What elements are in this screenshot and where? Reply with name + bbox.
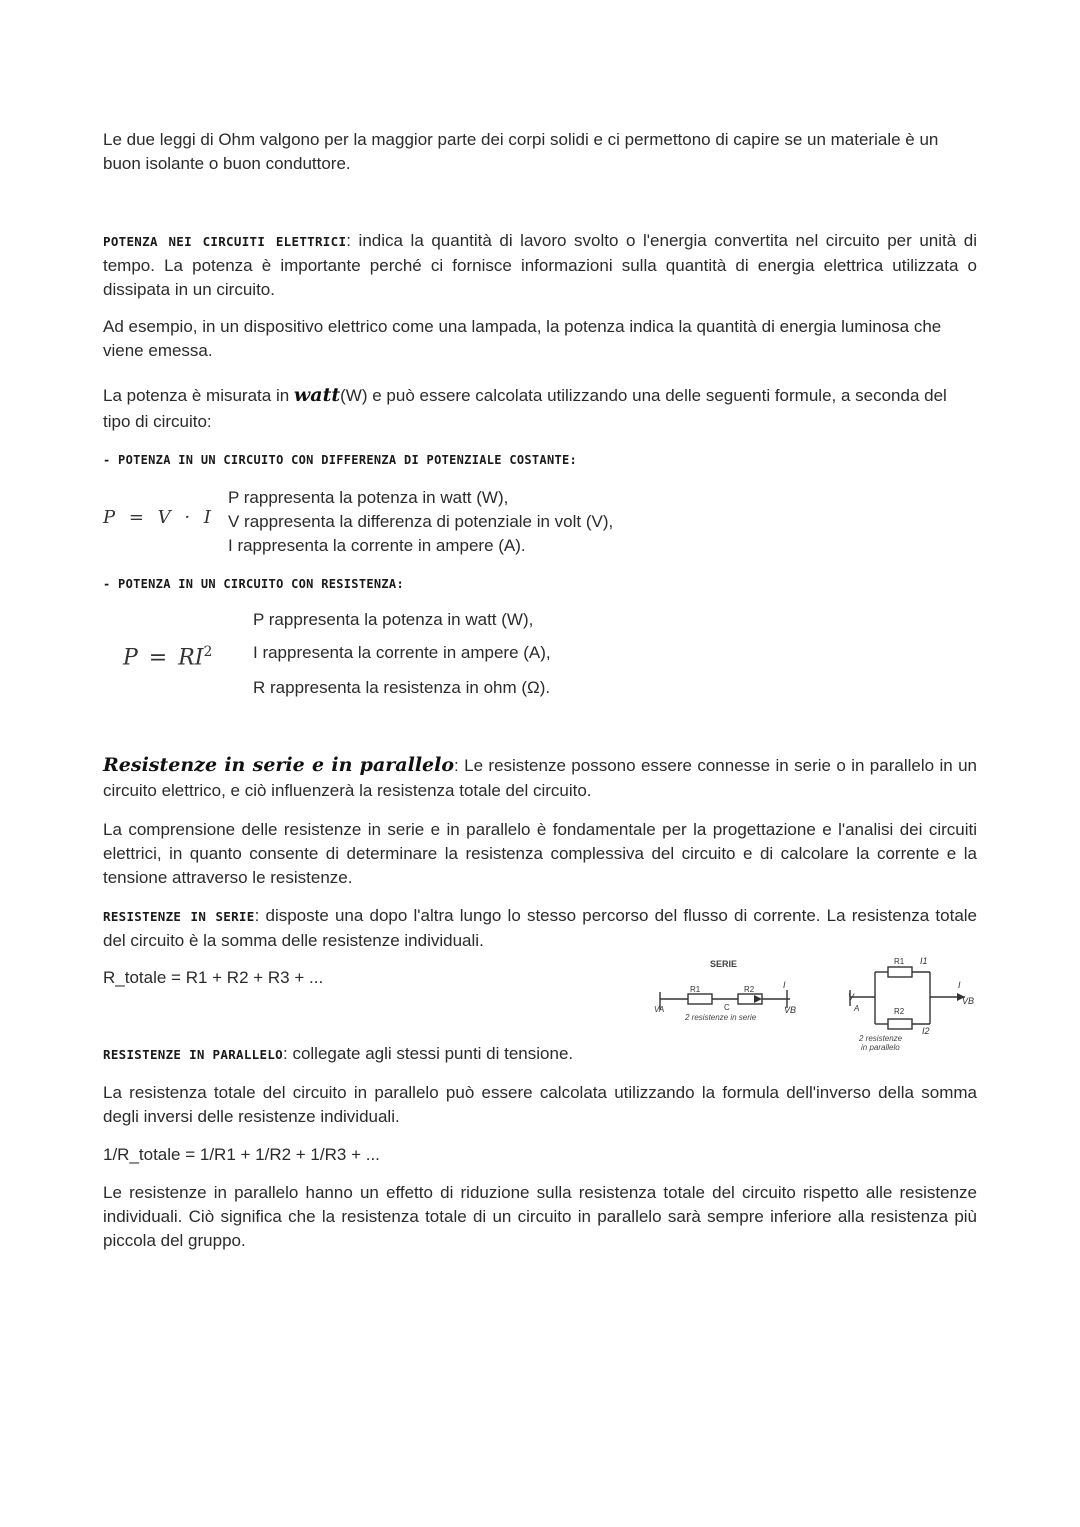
resistors-handwritten-title: Resistenze in serie e in parallelo <box>103 754 455 776</box>
series-paragraph <box>103 904 977 953</box>
parallel-heading: RESISTENZE IN PARALLELO <box>103 1047 283 1062</box>
parallel-r2-label: R2 <box>894 1007 905 1016</box>
series-current-label: I <box>783 980 786 990</box>
parallel-vb-label: VB <box>962 996 975 1006</box>
series-vb-label: VB <box>784 1005 797 1015</box>
series-formula: R_totale = R1 + R2 + R3 + ... <box>103 968 324 987</box>
power-definition-paragraph <box>103 229 977 302</box>
parallel-i1-label: I1 <box>920 956 928 966</box>
resistors-intro-text: : Le resistenze possono essere connesse in serie o in parallelo in un circuito elettrico, e ciò influenzerà la resistenza totale del circuito. <box>103 756 977 800</box>
series-text: : disposte una dopo l'altra lungo lo stesso percorso del flusso di corrente. La resistenza totale del circuito è la somma delle resistenze individuali. <box>103 906 978 950</box>
power-heading: POTENZA NEI CIRCUITI ELETTRICI <box>103 234 347 249</box>
series-va-label: VA <box>654 1005 665 1014</box>
intro-paragraph: Le due leggi di Ohm valgono per la maggior parte dei corpi solidi e ci permettono di capire se un materiale è un buon isolante o buon conduttore. <box>103 130 939 173</box>
formula-exponent: 2 <box>203 644 213 660</box>
case2-line: R rappresenta la resistenza in ohm (Ω). <box>253 678 551 697</box>
power-measure-after: (W) e può essere calcolata utilizzando una delle seguenti formule, a seconda del tipo di circuito: <box>103 386 947 431</box>
formula-p-ri2 <box>123 640 212 670</box>
power-definition-text: : indica la quantità di lavoro svolto o l'energia convertita nel circuito per unità di tempo. La potenza è importante perché ci fornisce informazioni sulla quantità di energia elettrica utilizzata o dissipata in un circuito. <box>103 231 977 299</box>
series-caption: 2 resistenze in serie <box>685 1013 757 1022</box>
case1-line: V rappresenta la differenza di potenziale in volt (V), <box>228 512 614 531</box>
series-r2-label: R2 <box>744 985 755 994</box>
case1-line: P rappresenta la potenza in watt (W), <box>228 488 509 507</box>
resistors-importance-paragraph: La comprensione delle resistenze in serie e in parallelo è fondamentale per la progettazione e l'analisi dei circuiti elettrici, in quanto consente di determinare la resistenza complessiva del circuito e di calcolare la corrente e la tensione attraverso le resistenze. <box>103 820 977 887</box>
series-r1-label: R1 <box>690 985 701 994</box>
formula-p-ri2-base: P = RI <box>123 645 204 671</box>
parallel-formula: 1/R_totale = 1/R1 + 1/R2 + 1/R3 + ... <box>103 1145 380 1164</box>
parallel-node-a-label: A <box>854 1004 860 1013</box>
power-measure-paragraph <box>103 382 977 435</box>
circuit-diagrams <box>650 950 980 1060</box>
case2-line: I rappresenta la corrente in ampere (A), <box>253 643 551 662</box>
parallel-caption-line1: 2 resistenze <box>859 1034 903 1043</box>
case1-description <box>228 486 613 558</box>
case2-description <box>253 608 551 700</box>
parallel-conclusion-paragraph: Le resistenze in parallelo hanno un effetto di riduzione sulla resistenza totale del circuito rispetto alle resistenze individuali. Ciò significa che la resistenza totale di un circuito in parallelo sarà sempre inferiore alla resistenza più piccola del gruppo. <box>103 1183 977 1250</box>
watt-handwritten: watt <box>293 384 341 406</box>
series-heading: RESISTENZE IN SERIE <box>103 909 255 924</box>
parallel-paragraph <box>103 1042 633 1067</box>
parallel-caption-line2: in parallelo <box>861 1043 900 1052</box>
case1-heading: - POTENZA IN UN CIRCUITO CON DIFFERENZA DI POTENZIALE COSTANTE: <box>103 453 578 467</box>
case2-heading: - POTENZA IN UN CIRCUITO CON RESISTENZA: <box>103 577 404 591</box>
case2-line: P rappresenta la potenza in watt (W), <box>253 610 534 629</box>
case1-line: I rappresenta la corrente in ampere (A). <box>228 536 526 555</box>
parallel-va-label: V <box>848 992 855 1002</box>
power-example-paragraph: Ad esempio, in un dispositivo elettrico come una lampada, la potenza indica la quantità di energia luminosa che viene emessa. <box>103 317 942 360</box>
parallel-explanation-paragraph: La resistenza totale del circuito in parallelo può essere calcolata utilizzando la formula dell'inverso della somma degli inversi delle resistenze individuali. <box>103 1083 977 1126</box>
parallel-i2-label: I2 <box>922 1026 930 1036</box>
parallel-text: : collegate agli stessi punti di tensione. <box>283 1044 574 1063</box>
parallel-current-label: I <box>958 980 961 990</box>
series-title-label: SERIE <box>710 959 738 969</box>
parallel-r1-label: R1 <box>894 957 905 966</box>
power-measure-before: La potenza è misurata in <box>103 386 294 405</box>
series-node-c-label: C <box>724 1003 730 1012</box>
formula-p-vi: P = V · I <box>103 507 213 528</box>
parallel-circuit-diagram <box>850 967 965 1029</box>
resistors-intro-paragraph <box>103 753 977 803</box>
